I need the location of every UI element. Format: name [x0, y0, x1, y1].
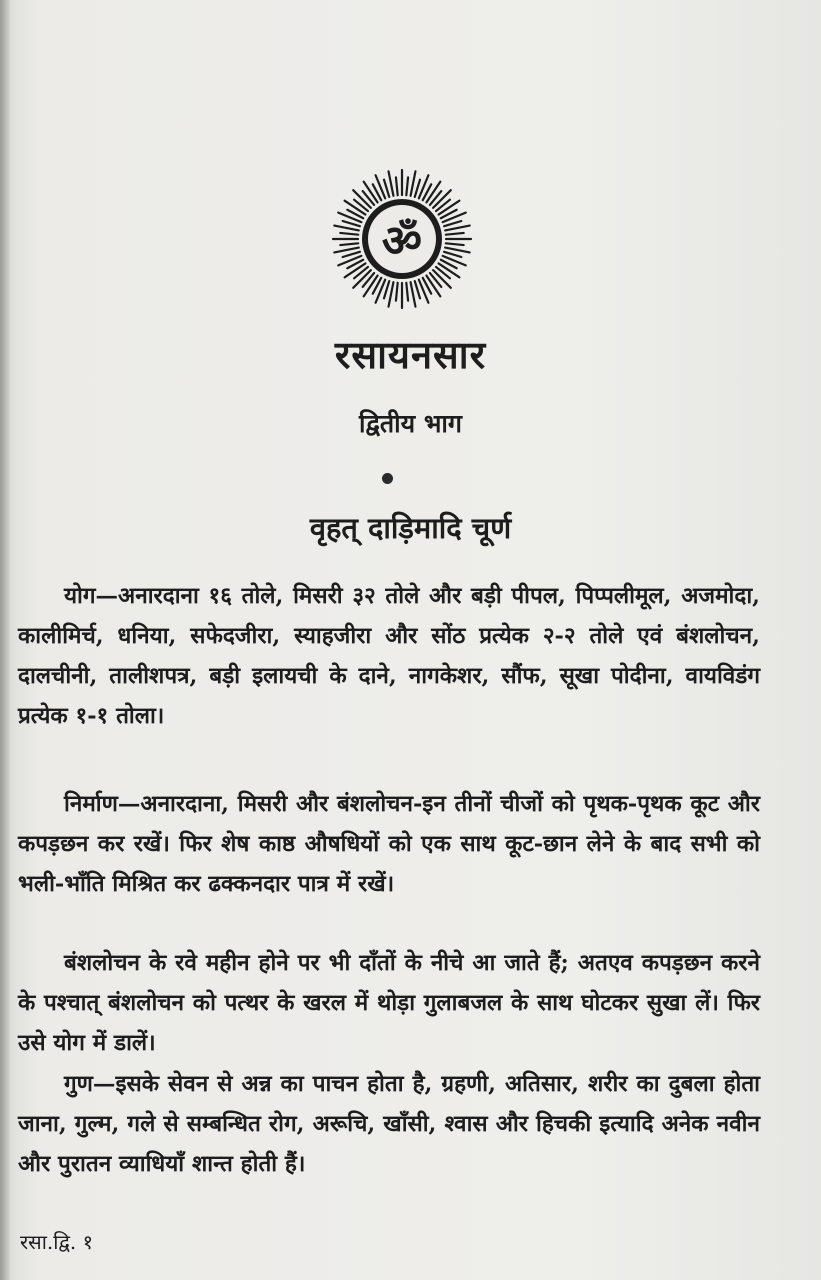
sun-ray [340, 233, 358, 235]
paragraph-gun [18, 1064, 760, 1184]
sun-ray [446, 233, 464, 235]
sun-ray [445, 248, 470, 253]
sun-ray [444, 252, 461, 257]
sun-ray [446, 243, 464, 245]
om-sunburst-icon [331, 168, 473, 310]
sun-ray [415, 281, 420, 298]
paragraph-text: इसके सेवन से अन्न का पाचन होता है, ग्रहणी, अतिसार, शरीर का दुबला होता जाना, गुल्म, गले से सम्बन्धित रोग, अरूचि, खाँसी, श्वास और हिचकी इत्यादि अनेक नवीन और पुरातन व्याधियाँ शान्त होती हैं। [18, 1071, 760, 1177]
sun-ray [406, 283, 408, 301]
sun-ray [340, 243, 358, 245]
paragraph-label: योग— [64, 583, 119, 609]
sun-ray [406, 177, 408, 195]
sun-ray [334, 226, 359, 231]
sun-ray [411, 282, 416, 307]
book-title: रसायनसार [334, 332, 487, 377]
sun-ray [343, 252, 360, 257]
sun-ray [389, 282, 394, 307]
paragraph-note [18, 943, 760, 1063]
paragraph-yog [18, 576, 760, 736]
paragraph-text: बंशलोचन के रवे महीन होने पर भी दाँतों के नीचे आ जाते हैं; अतएव कपड़छन करने के पश्चात् बंशलोचन को पत्थर के खरल में थोड़ा गुलाबजल के साथ घोटकर सुखा लें। फिर उसे योग में डालें। [18, 950, 760, 1056]
paragraph-label: गुण— [64, 1071, 116, 1097]
paragraph-label: निर्माण— [64, 791, 141, 817]
book-spine-shadow [0, 0, 10, 1280]
sun-ray [444, 221, 461, 226]
book-part-subtitle: द्वितीय भाग [359, 409, 462, 438]
sun-ray [411, 171, 416, 196]
recipe-heading: वृहत् दाड़िमादि चूर्ण [309, 511, 512, 545]
page-signature: रसा.द्वि. १ [20, 1230, 94, 1254]
paragraph-nirman [18, 784, 760, 904]
sun-ray [343, 221, 360, 226]
sun-ray [334, 248, 359, 253]
sun-ray [396, 177, 398, 195]
om-glyph: ॐ [381, 216, 423, 267]
paragraph-text: अनारदाना, मिसरी और बंशलोचन-इन तीनों चीजों को पृथक-पृथक कूट और कपड़छन कर रखें। फिर शेष काष्ठ औषधियों को एक साथ कूट-छान लेने के बाद सभी को भली-भाँति मिश्रित कर ढक्कनदार पात्र में रखें। [18, 791, 760, 897]
sun-ray [389, 171, 394, 196]
sun-ray [384, 180, 389, 197]
sun-ray [396, 283, 398, 301]
sun-ray [415, 180, 420, 197]
sun-ray [384, 281, 389, 298]
separator-dot [382, 473, 393, 484]
sun-ray [445, 226, 470, 231]
paragraph-text: अनारदाना १६ तोले, मिसरी ३२ तोले और बड़ी पीपल, पिप्पलीमूल, अजमोदा, कालीमिर्च, धनिया, सफेदजीरा, स्याहजीरा और सोंठ प्रत्येक २-२ तोले एवं बंशलोचन, दालचीनी, तालीशपत्र, बड़ी इलायची के दाने, नागकेशर, सौंफ, सूखा पोदीना, वायविडंग प्रत्येक १-१ तोला। [18, 583, 760, 729]
